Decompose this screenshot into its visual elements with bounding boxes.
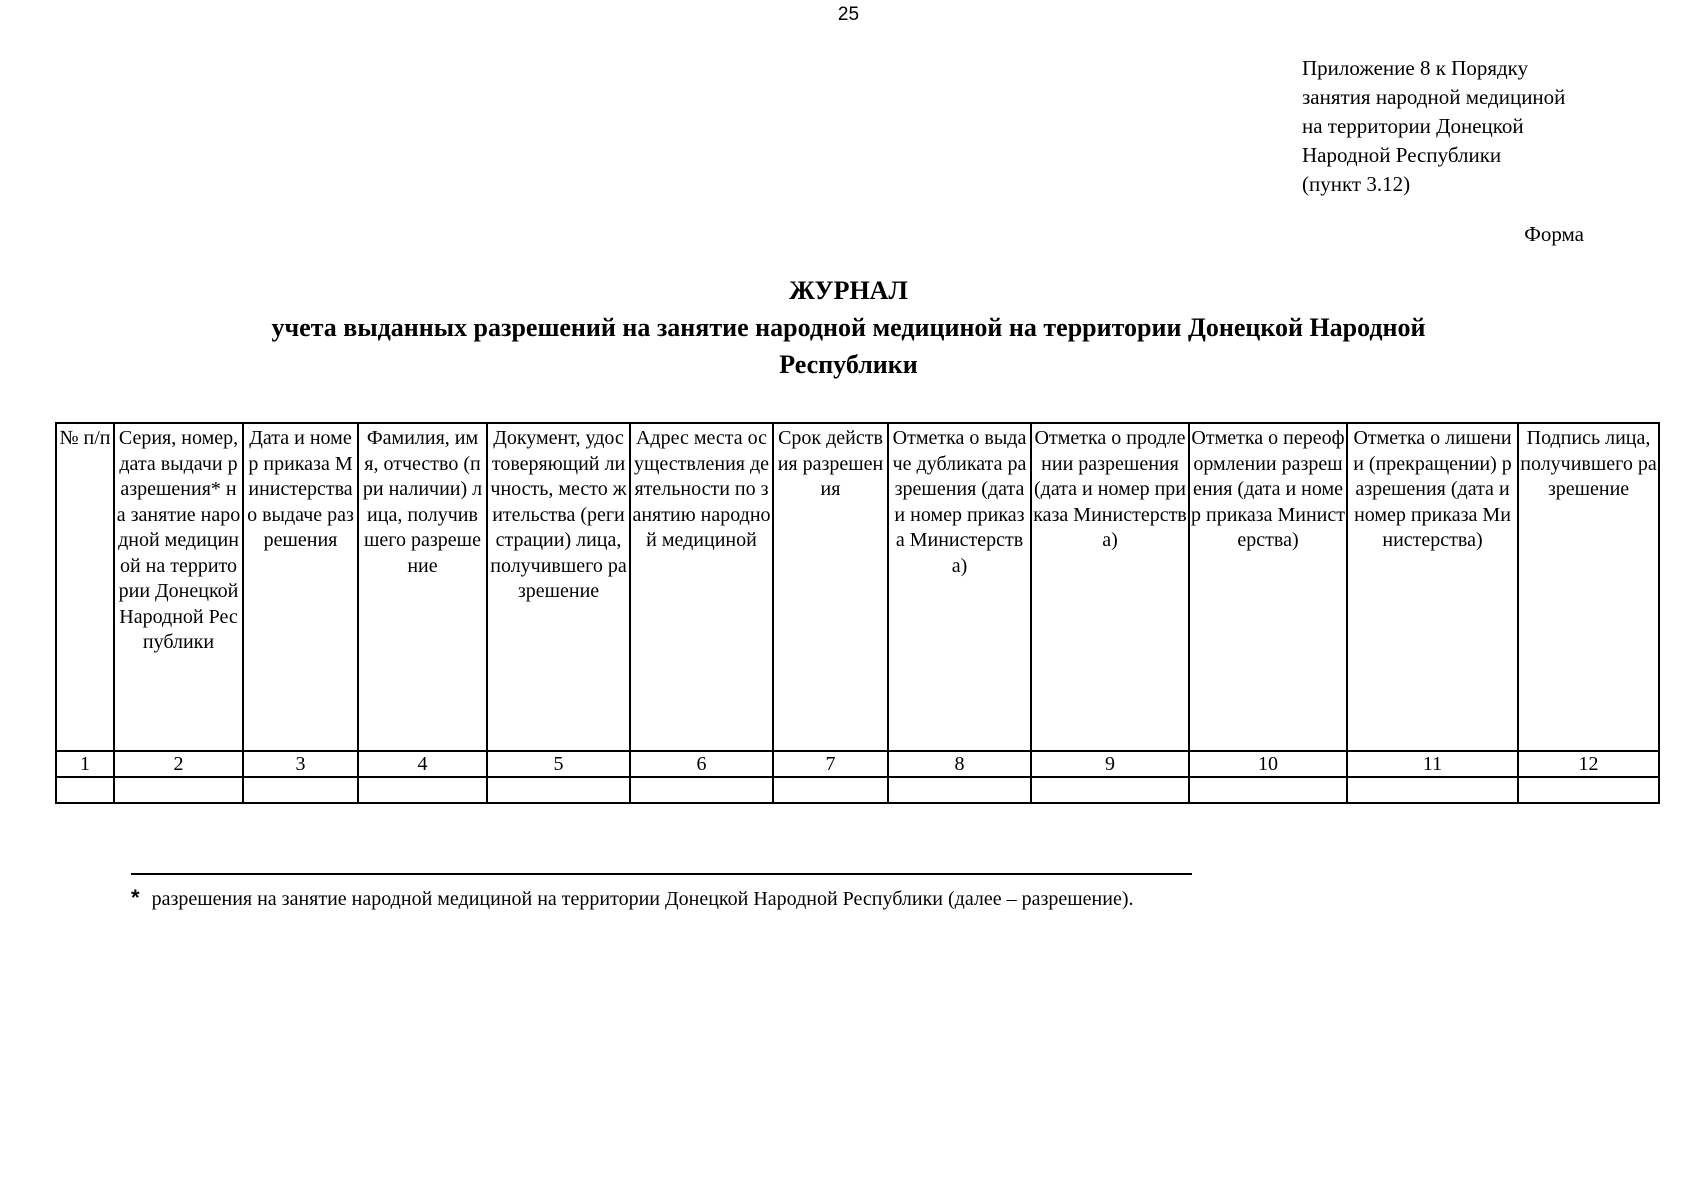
column-number-cell: 1 [56,751,114,777]
empty-cell [1347,777,1518,803]
appendix-line: Приложение 8 к Порядку [1302,56,1529,80]
appendix-line: на территории Донецкой [1302,114,1524,138]
empty-cell [487,777,630,803]
header-cell-validity-period: Срок действия разрешения [773,423,888,751]
column-number-row [56,751,1659,777]
empty-cell [888,777,1031,803]
journal-table [55,422,1660,804]
header-cell-extension-mark: Отметка о продлении разрешения (дата и номер приказа Министерства) [1031,423,1189,751]
column-number-cell: 2 [114,751,243,777]
empty-cell [630,777,773,803]
document-title [0,272,1697,383]
appendix-reference [1302,54,1672,199]
appendix-line: занятия народной медициной [1302,85,1566,109]
footnote-separator [131,873,1192,875]
footnote-mark: * [131,885,140,910]
empty-cell [358,777,487,803]
title-subtitle-line2: Республики [779,350,918,379]
footnote-text: разрешения на занятие народной медициной на территории Донецкой Народной Республики (далее – разрешение). [151,888,1134,910]
header-cell-signature: Подпись лица, получившего разрешение [1518,423,1659,751]
column-number-cell: 5 [487,751,630,777]
column-number-cell: 9 [1031,751,1189,777]
column-number-cell: 12 [1518,751,1659,777]
page-number: 25 [837,4,860,25]
header-cell-revocation-mark: Отметка о лишении (прекращении) разрешения (дата и номер приказа Министерства) [1347,423,1518,751]
header-cell-identity-document: Документ, удостоверяющий личность, место жительства (регистрации) лица, получившего разрешение [487,423,630,751]
column-number-cell: 7 [773,751,888,777]
empty-cell [1031,777,1189,803]
empty-cell [1189,777,1347,803]
empty-cell [114,777,243,803]
header-cell-order-date: Дата и номер приказа Министерства о выдаче разрешения [243,423,358,751]
empty-cell [773,777,888,803]
header-cell-duplicate-mark: Отметка о выдаче дубликата разрешения (дата и номер приказа Министерства) [888,423,1031,751]
appendix-line: Народной Республики [1302,143,1502,167]
header-cell-activity-address: Адрес места осуществления деятельности по занятию народной медициной [630,423,773,751]
column-number-cell: 3 [243,751,358,777]
column-number-cell: 11 [1347,751,1518,777]
title-main: ЖУРНАЛ [789,276,908,305]
appendix-line: (пункт 3.12) [1302,172,1411,196]
column-number-cell: 10 [1189,751,1347,777]
table-header-row [56,423,1659,751]
column-number-cell: 6 [630,751,773,777]
title-subtitle-line1: учета выданных разрешений на занятие народной медициной на территории Донецкой Народной [271,313,1426,342]
empty-cell [243,777,358,803]
column-number-cell: 4 [358,751,487,777]
header-cell-full-name: Фамилия, имя, отчество (при наличии) лица, получившего разрешение [358,423,487,751]
column-number-cell: 8 [888,751,1031,777]
empty-entry-row [56,777,1659,803]
empty-cell [1518,777,1659,803]
footnote [131,885,1134,911]
empty-cell [56,777,114,803]
header-cell-permit-series: Серия, номер, дата выдачи разрешения* на занятие народной медициной на территории Донецкой Народной Республики [114,423,243,751]
form-label: Форма [1524,222,1584,246]
header-cell-reissue-mark: Отметка о переоформлении разрешения (дата и номер приказа Министерства) [1189,423,1347,751]
header-cell-number: № п/п [56,423,114,751]
